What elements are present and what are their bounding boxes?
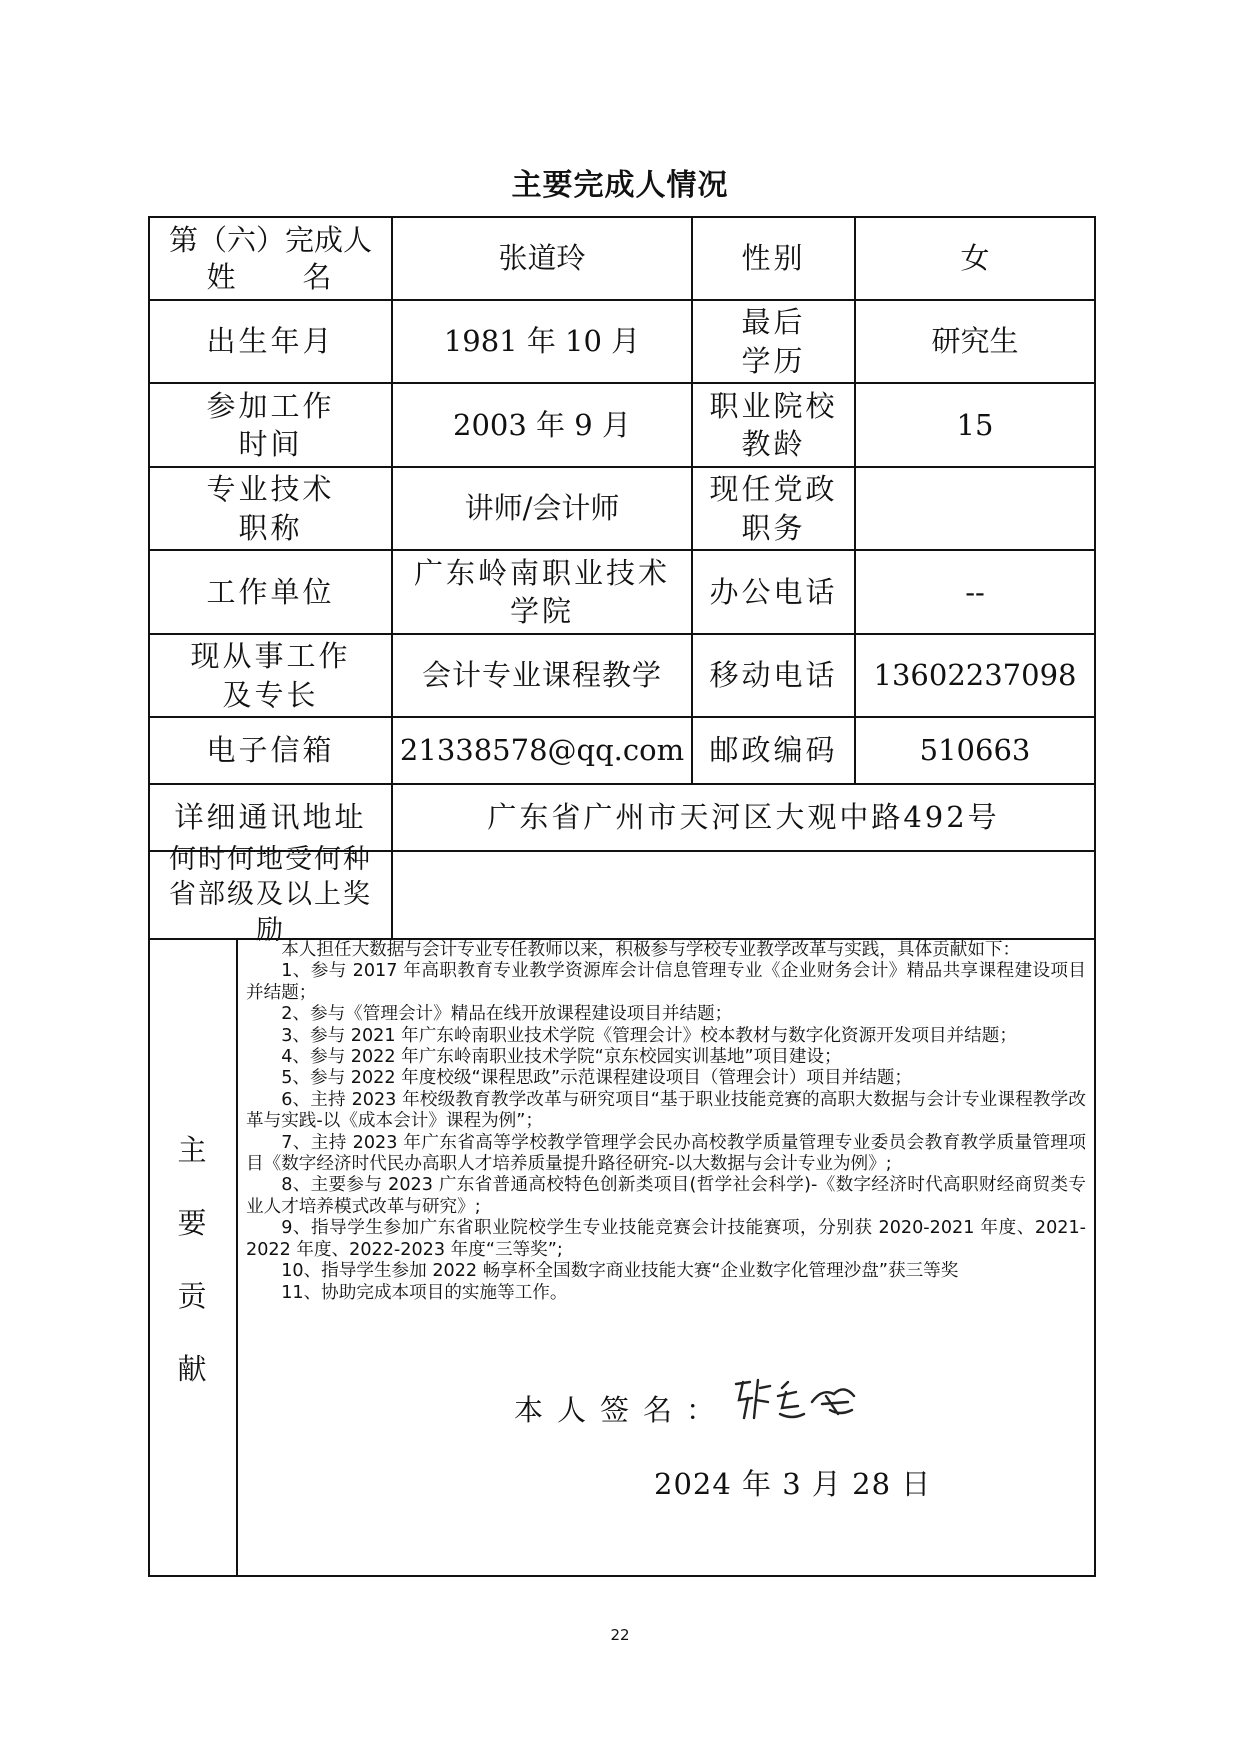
- gender-label: 性别: [741, 241, 806, 276]
- address-label: 详细通讯地址: [174, 800, 367, 835]
- address-value: 广东省广州市天河区大观中路492号: [487, 800, 1000, 835]
- contribution-item: 11、协助完成本项目的实施等工作。: [281, 1282, 568, 1303]
- gender-value: 女: [960, 241, 990, 276]
- office-phone-label: 办公电话: [709, 574, 838, 609]
- awards-value: [393, 852, 1094, 938]
- email-label: 电子信箱: [206, 733, 335, 768]
- contribution-item: 10、指导学生参加 2022 畅享杯全国数字商业技能大赛“企业数字化管理沙盘”获三等奖: [281, 1261, 959, 1282]
- specialty-value: 会计专业课程教学: [421, 658, 662, 693]
- teaching-years-label: 职业院校 教龄: [709, 388, 838, 461]
- signature-date: 2024 年 3 月 28 日: [654, 1467, 932, 1501]
- party-post-value: [856, 468, 1094, 549]
- contribution-paragraph: 本人担任大数据与会计专业专任教师以来，积极参与学校专业教学改革与实践，具体贡献如下：: [281, 940, 1021, 960]
- name-value: 张道玲: [498, 241, 586, 276]
- email-value: 21338578@qq.com: [399, 733, 685, 768]
- contributions-label: 主 要 贡 献: [177, 1132, 207, 1386]
- employer-label: 工作单位: [206, 574, 335, 609]
- name-label: 第（六）完成人 姓 名: [168, 223, 372, 294]
- work-start-value: 2003 年 9 月: [453, 407, 631, 442]
- teaching-years-value: 15: [956, 407, 994, 442]
- page-number: 22: [610, 1626, 630, 1644]
- mobile-label: 移动电话: [709, 658, 838, 693]
- awards-label: 何时何地受何种 省部级及以上奖励: [169, 843, 372, 946]
- col-divider: [236, 938, 238, 1577]
- education-label: 最后 学历: [741, 305, 806, 378]
- postcode-label: 邮政编码: [709, 733, 838, 768]
- office-phone-value: --: [965, 574, 985, 609]
- birth-value: 1981 年 10 月: [443, 324, 641, 359]
- professional-title-value: 讲师/会计师: [464, 491, 620, 526]
- handwritten-signature: [730, 1374, 870, 1424]
- party-post-label: 现任党政 职务: [709, 472, 838, 545]
- mobile-value: 13602237098: [873, 658, 1077, 693]
- professional-title-label: 专业技术 职称: [206, 472, 335, 545]
- contribution-item: 8、主要参与 2023 广东省普通高校特色创新类项目(哲学社会科学)-《数字经济时代高职财经商贸类专业人才培养模式改革与研究》;: [246, 1175, 1086, 1217]
- page-title: 主要完成人情况: [511, 168, 729, 203]
- contribution-item: 3、参与 2021 年广东岭南职业技术学院《管理会计》校本教材与数字化资源开发项目并结题；: [281, 1025, 1017, 1046]
- employer-value: 广东岭南职业技术 学院: [413, 555, 670, 628]
- work-start-label: 参加工作 时间: [206, 388, 335, 461]
- birth-label: 出生年月: [206, 324, 335, 359]
- contribution-item: 6、主持 2023 年校级教育教学改革与研究项目“基于职业技能竞赛的高职大数据与会计专业课程教学改革与实践-以《成本会计》课程为例”；: [246, 1089, 1086, 1132]
- education-value: 研究生: [931, 324, 1019, 359]
- specialty-label: 现从事工作 及专长: [190, 639, 351, 712]
- contribution-item: 9、指导学生参加广东省职业院校学生专业技能竞赛会计技能赛项，分别获 2020-2021 年度、2021-2022 年度、2022-2023 年度“三等奖”;: [246, 1218, 1086, 1260]
- contribution-item: 7、主持 2023 年广东省高等学校教学管理学会民办高校教学质量管理专业委员会教育教学质量管理项目《数字经济时代民办高职人才培养质量提升路径研究-以大数据与会计专业为例》;: [246, 1132, 1086, 1175]
- contribution-item: 4、参与 2022 年广东岭南职业技术学院“京东校园实训基地”项目建设；: [281, 1047, 842, 1068]
- contributions-text: [246, 940, 1086, 1304]
- postcode-value: 510663: [919, 733, 1031, 768]
- contribution-item: 2、参与《管理会计》精品在线开放课程建设项目并结题；: [281, 1004, 733, 1025]
- signature-label: 本人签名：: [514, 1393, 730, 1427]
- contribution-item: 1、参与 2017 年高职教育专业教学资源库会计信息管理专业《企业财务会计》精品共享课程建设项目并结题；: [246, 961, 1086, 1003]
- contribution-item: 5、参与 2022 年度校级“课程思政”示范课程建设项目（管理会计）项目并结题；: [281, 1068, 912, 1089]
